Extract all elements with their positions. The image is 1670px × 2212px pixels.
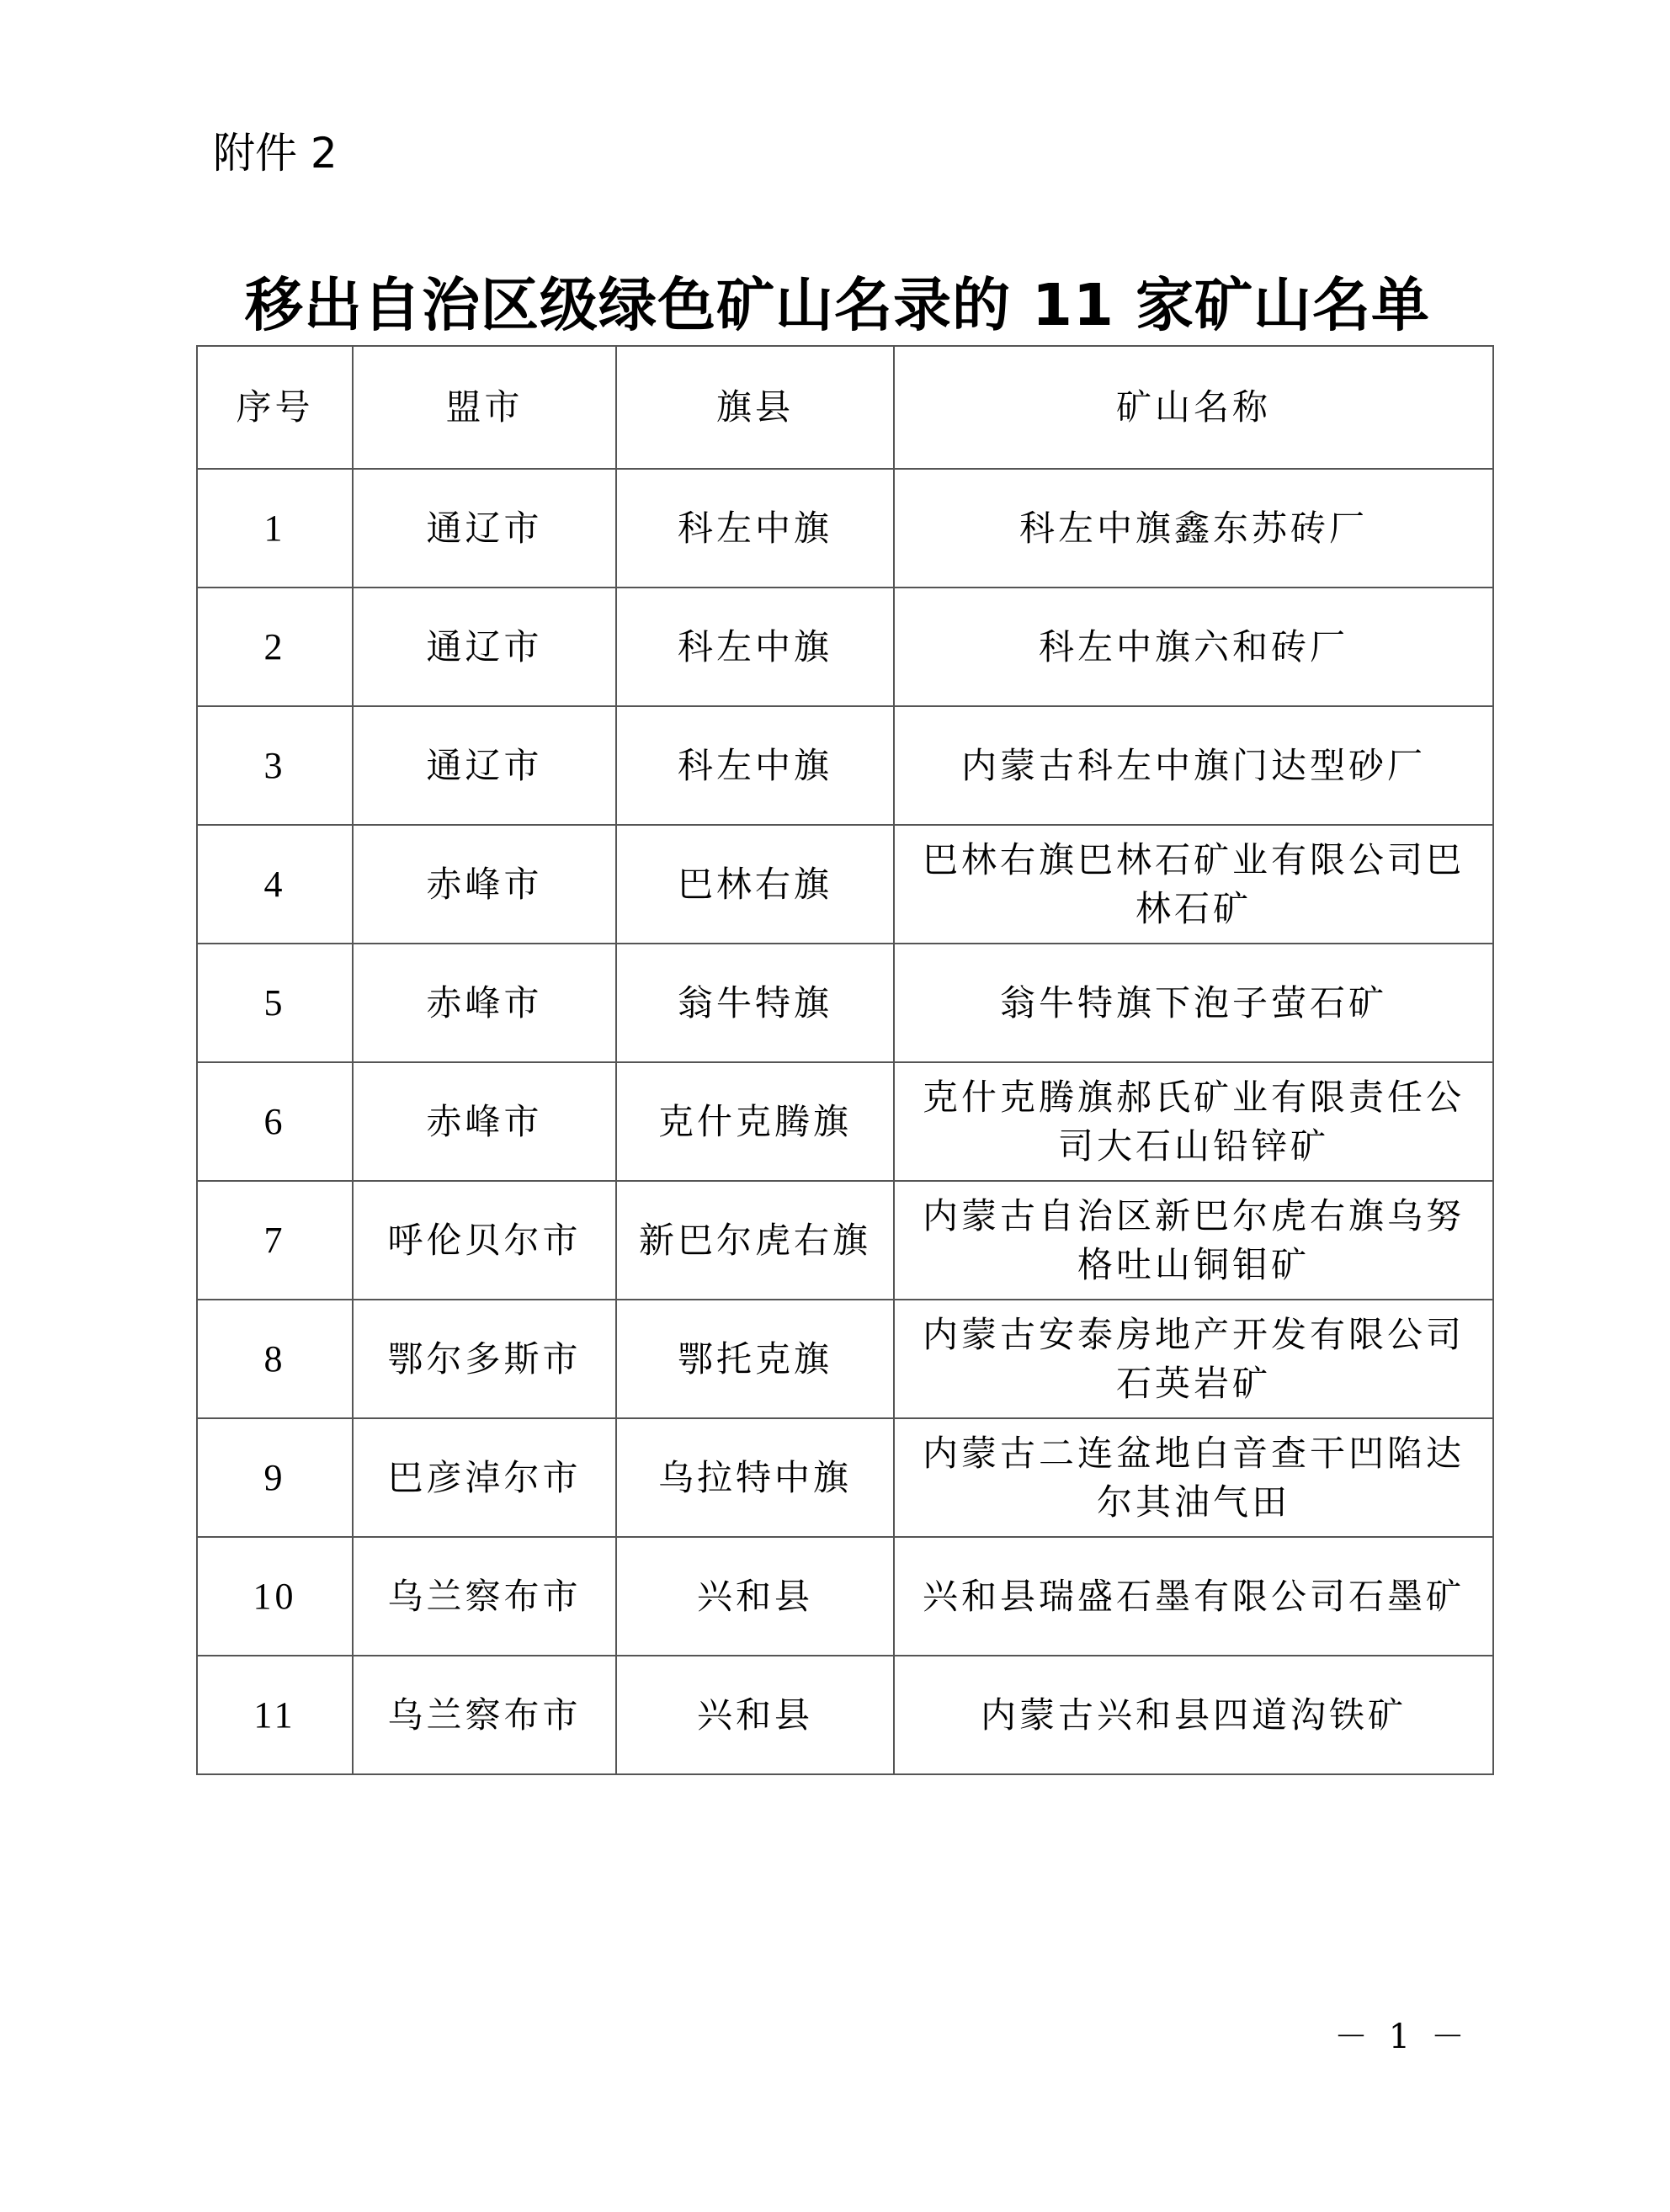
cell-city: 乌兰察布市	[353, 1537, 616, 1656]
attachment-label: 附件 2	[213, 129, 338, 178]
cell-county: 兴和县	[616, 1656, 894, 1774]
cell-county: 科左中旗	[616, 588, 894, 706]
cell-mine-name: 兴和县瑞盛石墨有限公司石墨矿	[894, 1537, 1493, 1656]
mine-list-table	[196, 345, 1494, 1775]
cell-mine-name: 内蒙古兴和县四道沟铁矿	[894, 1656, 1493, 1774]
table-row	[197, 1418, 1493, 1537]
cell-city: 鄂尔多斯市	[353, 1300, 616, 1418]
cell-city: 巴彦淖尔市	[353, 1418, 616, 1537]
cell-mine-name: 科左中旗六和砖厂	[894, 588, 1493, 706]
header-mine-name: 矿山名称	[894, 346, 1493, 469]
cell-city: 赤峰市	[353, 825, 616, 944]
cell-mine-name: 内蒙古科左中旗门达型砂厂	[894, 706, 1493, 825]
cell-no: 3	[197, 706, 353, 825]
table-row	[197, 1300, 1493, 1418]
cell-city: 赤峰市	[353, 1062, 616, 1181]
cell-county: 乌拉特中旗	[616, 1418, 894, 1537]
cell-county: 新巴尔虎右旗	[616, 1181, 894, 1300]
table-row	[197, 588, 1493, 706]
cell-no: 10	[197, 1537, 353, 1656]
cell-no: 2	[197, 588, 353, 706]
header-no: 序号	[197, 346, 353, 469]
cell-mine-name: 克什克腾旗郝氏矿业有限责任公司大石山铅锌矿	[894, 1062, 1493, 1181]
cell-city: 通辽市	[353, 588, 616, 706]
document-title: 移出自治区级绿色矿山名录的 11 家矿山名单	[244, 272, 1431, 339]
cell-no: 7	[197, 1181, 353, 1300]
cell-city: 乌兰察布市	[353, 1656, 616, 1774]
page-number: － 1 －	[1334, 2018, 1470, 2056]
header-county: 旗县	[616, 346, 894, 469]
cell-city: 通辽市	[353, 706, 616, 825]
cell-county: 克什克腾旗	[616, 1062, 894, 1181]
table-row	[197, 825, 1493, 944]
table-row	[197, 1656, 1493, 1774]
cell-mine-name: 内蒙古二连盆地白音查干凹陷达尔其油气田	[894, 1418, 1493, 1537]
cell-county: 翁牛特旗	[616, 944, 894, 1062]
cell-county: 科左中旗	[616, 469, 894, 588]
cell-city: 呼伦贝尔市	[353, 1181, 616, 1300]
cell-county: 兴和县	[616, 1537, 894, 1656]
cell-no: 6	[197, 1062, 353, 1181]
cell-no: 4	[197, 825, 353, 944]
table-row	[197, 1537, 1493, 1656]
cell-county: 鄂托克旗	[616, 1300, 894, 1418]
cell-mine-name: 翁牛特旗下泡子萤石矿	[894, 944, 1493, 1062]
cell-county: 科左中旗	[616, 706, 894, 825]
table-row	[197, 1181, 1493, 1300]
cell-city: 赤峰市	[353, 944, 616, 1062]
table-header-row	[197, 346, 1493, 469]
cell-no: 5	[197, 944, 353, 1062]
cell-mine-name: 科左中旗鑫东苏砖厂	[894, 469, 1493, 588]
cell-no: 9	[197, 1418, 353, 1537]
cell-no: 8	[197, 1300, 353, 1418]
cell-county: 巴林右旗	[616, 825, 894, 944]
table-row	[197, 469, 1493, 588]
table-row	[197, 706, 1493, 825]
cell-mine-name: 内蒙古安泰房地产开发有限公司石英岩矿	[894, 1300, 1493, 1418]
cell-mine-name: 内蒙古自治区新巴尔虎右旗乌努格吐山铜钼矿	[894, 1181, 1493, 1300]
table-row	[197, 944, 1493, 1062]
cell-city: 通辽市	[353, 469, 616, 588]
cell-no: 1	[197, 469, 353, 588]
table-row	[197, 1062, 1493, 1181]
cell-no: 11	[197, 1656, 353, 1774]
cell-mine-name: 巴林右旗巴林石矿业有限公司巴林石矿	[894, 825, 1493, 944]
header-city: 盟市	[353, 346, 616, 469]
